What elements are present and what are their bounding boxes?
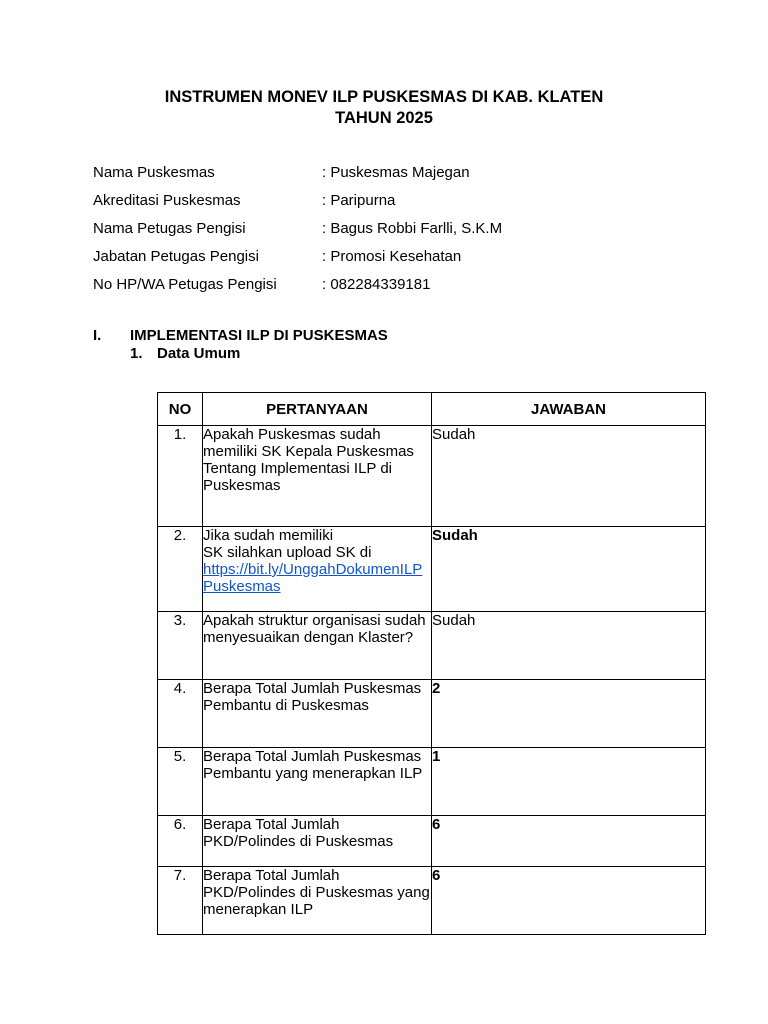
subsection-title-row <box>93 344 388 362</box>
info-label: Akreditasi Puskesmas <box>93 191 241 209</box>
table-row <box>158 680 706 748</box>
info-label: Nama Puskesmas <box>93 163 215 181</box>
row-number: 6. <box>158 816 203 867</box>
column-header-jawaban: JAWABAN <box>432 393 706 426</box>
info-row-nama-puskesmas <box>93 158 502 186</box>
section-title-row <box>93 326 388 344</box>
info-row-no-hp <box>93 270 502 298</box>
table-row <box>158 867 706 935</box>
row-answer[interactable]: 6 <box>432 816 706 867</box>
upload-link[interactable]: https://bit.ly/UnggahDokumenILPPuskesmas <box>203 561 423 595</box>
info-value: : Bagus Robbi Farlli, S.K.M <box>322 219 503 237</box>
table-header-row <box>158 393 706 426</box>
row-number: 3. <box>158 612 203 680</box>
row-answer[interactable]: Sudah <box>432 612 706 680</box>
subsection-number: 1. <box>130 344 143 362</box>
section-number: I. <box>93 326 102 344</box>
row-question: Berapa Total Jumlah PKD/Polindes di Puskesmas <box>203 816 432 867</box>
row-question: Apakah struktur organisasi sudah menyesuaikan dengan Klaster? <box>203 612 432 680</box>
row-answer[interactable]: Sudah <box>432 527 706 612</box>
row-question: Berapa Total Jumlah PKD/Polindes di Puskesmas yang menerapkan ILP <box>203 867 432 935</box>
row-question: Berapa Total Jumlah Puskesmas Pembantu di Puskesmas <box>203 680 432 748</box>
info-label: Jabatan Petugas Pengisi <box>93 247 259 265</box>
row-question: Apakah Puskesmas sudah memiliki SK Kepala Puskesmas Tentang Implementasi ILP di Puskesmas <box>203 426 432 527</box>
info-label: Nama Petugas Pengisi <box>93 219 246 237</box>
info-row-nama-petugas <box>93 214 502 242</box>
section-title: IMPLEMENTASI ILP DI PUSKESMAS <box>130 326 388 344</box>
row-answer[interactable]: 6 <box>432 867 706 935</box>
column-header-no: NO <box>158 393 203 426</box>
table-row <box>158 527 706 612</box>
info-value: : 082284339181 <box>322 275 431 293</box>
table-row <box>158 426 706 527</box>
table-row <box>158 816 706 867</box>
info-label: No HP/WA Petugas Pengisi <box>93 275 277 293</box>
table-row <box>158 748 706 816</box>
row-answer[interactable]: Sudah <box>432 426 706 527</box>
row-number: 2. <box>158 527 203 612</box>
section-heading <box>93 326 388 362</box>
questionnaire-table <box>157 392 706 935</box>
info-value: : Paripurna <box>322 191 396 209</box>
row-number: 5. <box>158 748 203 816</box>
info-value: : Puskesmas Majegan <box>322 163 470 181</box>
info-row-jabatan-petugas <box>93 242 502 270</box>
info-value: : Promosi Kesehatan <box>322 247 462 265</box>
document-title-year: TAHUN 2025 <box>335 109 433 127</box>
document-title: INSTRUMEN MONEV ILP PUSKESMAS DI KAB. KLATEN <box>164 88 604 106</box>
column-header-pertanyaan: PERTANYAAN <box>203 393 432 426</box>
info-row-akreditasi <box>93 186 502 214</box>
row-question <box>203 527 432 612</box>
row-question-line: Jika sudah memiliki <box>203 527 334 544</box>
row-question: Berapa Total Jumlah Puskesmas Pembantu yang menerapkan ILP <box>203 748 432 816</box>
subsection-title: Data Umum <box>157 344 241 362</box>
table-row <box>158 612 706 680</box>
row-answer[interactable]: 1 <box>432 748 706 816</box>
identity-block <box>93 158 502 298</box>
row-number: 1. <box>158 426 203 527</box>
row-answer[interactable]: 2 <box>432 680 706 748</box>
row-question-line: SK silahkan upload SK di <box>203 544 372 561</box>
row-number: 4. <box>158 680 203 748</box>
row-number: 7. <box>158 867 203 935</box>
